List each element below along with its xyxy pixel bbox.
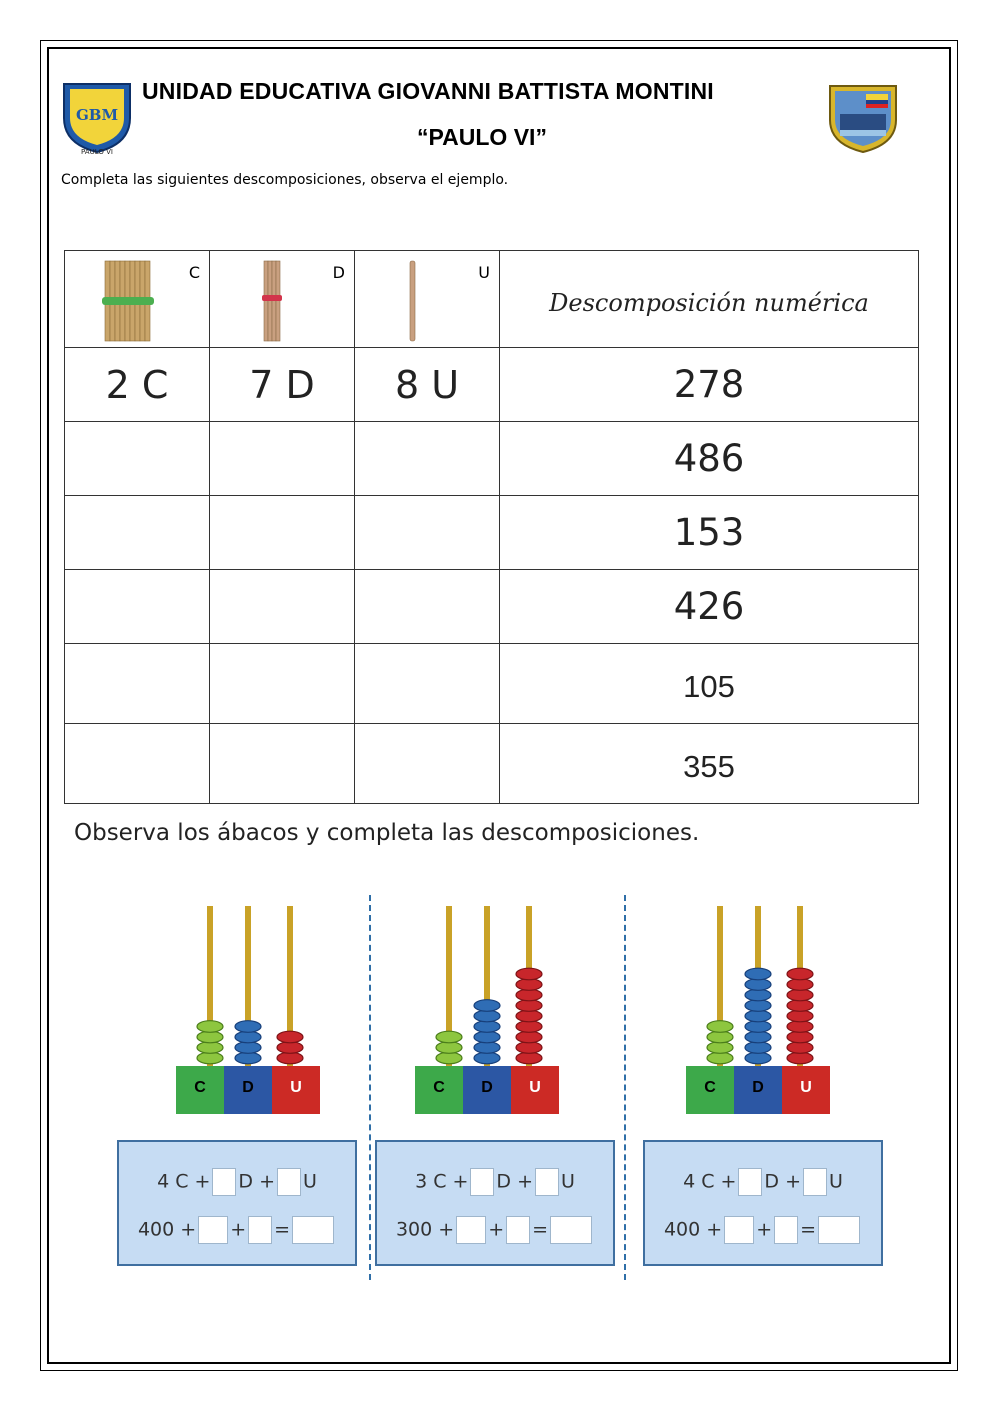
abacus-bead-d bbox=[474, 1021, 500, 1033]
u-blank[interactable] bbox=[277, 1168, 301, 1196]
abacus-bead-u bbox=[277, 1052, 303, 1064]
label-u: U bbox=[800, 1079, 812, 1096]
label-c: C bbox=[194, 1079, 206, 1096]
plus-sign: + bbox=[756, 1218, 773, 1241]
abacus-bead-c bbox=[707, 1031, 733, 1043]
abacus-3 bbox=[682, 900, 842, 1120]
abacus-1 bbox=[172, 900, 332, 1120]
abacus-bead-u bbox=[277, 1042, 303, 1054]
abacus-bead-d bbox=[474, 1052, 500, 1064]
school-subtitle: “PAULO VI” bbox=[417, 124, 547, 150]
abacus-bead-d bbox=[235, 1052, 261, 1064]
answer-d-cell[interactable] bbox=[210, 570, 355, 644]
answer-d-cell[interactable] bbox=[210, 724, 355, 804]
abacus-bead-u bbox=[516, 1052, 542, 1064]
u-blank[interactable] bbox=[803, 1168, 827, 1196]
table-header-row bbox=[65, 251, 919, 348]
c-term: 4 C + bbox=[683, 1170, 737, 1193]
answer-u-cell[interactable] bbox=[355, 496, 500, 570]
dashed-divider bbox=[624, 895, 626, 1280]
table-row-example bbox=[65, 348, 919, 422]
abacus-bead-d bbox=[745, 1031, 771, 1043]
tens-blank[interactable] bbox=[724, 1216, 754, 1244]
label-u: U bbox=[529, 1079, 541, 1096]
u-term: U bbox=[829, 1170, 843, 1193]
label-d: D bbox=[752, 1079, 764, 1096]
example-u-cell: 8 U bbox=[355, 348, 500, 422]
abacus-bead-d bbox=[474, 1042, 500, 1054]
abacus-bead-u bbox=[516, 1000, 542, 1012]
abacus-bead-u bbox=[516, 989, 542, 1001]
d-blank[interactable] bbox=[738, 1168, 762, 1196]
abacus-bead-c bbox=[197, 1042, 223, 1054]
school-name: UNIDAD EDUCATIVA GIOVANNI BATTISTA MONTINI bbox=[142, 78, 714, 104]
abacus-bead-d bbox=[745, 979, 771, 991]
label-c: C bbox=[433, 1079, 445, 1096]
abacus-bead-u bbox=[787, 1052, 813, 1064]
school-logo-right bbox=[826, 78, 900, 156]
logo-letters: GBM bbox=[75, 106, 119, 124]
number-cell: 486 bbox=[500, 422, 919, 496]
answer-panel-3 bbox=[643, 1140, 883, 1266]
answer-u-cell[interactable] bbox=[355, 422, 500, 496]
table-row bbox=[65, 644, 919, 724]
table-row bbox=[65, 422, 919, 496]
abacus-bead-d bbox=[745, 989, 771, 1001]
u-term: U bbox=[561, 1170, 575, 1193]
decomposition-table bbox=[64, 250, 919, 804]
number-cell: 355 bbox=[500, 724, 919, 804]
abacus-bead-u bbox=[787, 1031, 813, 1043]
abacus-bead-u bbox=[516, 1021, 542, 1033]
abacus-bead-d bbox=[745, 1021, 771, 1033]
label-d: D bbox=[481, 1079, 493, 1096]
units-blank[interactable] bbox=[774, 1216, 798, 1244]
abacus-bead-u bbox=[516, 1031, 542, 1043]
abacus-bead-u bbox=[787, 979, 813, 991]
total-blank[interactable] bbox=[818, 1216, 860, 1244]
abacus-bead-u bbox=[516, 1042, 542, 1054]
abacus-bead-d bbox=[745, 968, 771, 980]
plus-sign: + bbox=[230, 1218, 247, 1241]
u-blank[interactable] bbox=[535, 1168, 559, 1196]
abacus-bead-d bbox=[745, 1010, 771, 1022]
units-blank[interactable] bbox=[248, 1216, 272, 1244]
example-number-cell: 278 bbox=[500, 348, 919, 422]
header-cell-descomposicion bbox=[500, 251, 919, 348]
abacus-bead-u bbox=[516, 979, 542, 991]
equals-sign: = bbox=[800, 1218, 817, 1241]
number-cell: 426 bbox=[500, 570, 919, 644]
abacus-bead-d bbox=[235, 1021, 261, 1033]
total-blank[interactable] bbox=[292, 1216, 334, 1244]
abacus-bead-u bbox=[787, 989, 813, 1001]
answer-c-cell[interactable] bbox=[65, 644, 210, 724]
abacus-bead-u bbox=[787, 1010, 813, 1022]
units-blank[interactable] bbox=[506, 1216, 530, 1244]
equals-sign: = bbox=[532, 1218, 549, 1241]
tens-blank[interactable] bbox=[456, 1216, 486, 1244]
u-term: U bbox=[303, 1170, 317, 1193]
header-cell-decenas bbox=[210, 251, 355, 348]
sticks-bundle-ten-icon bbox=[258, 259, 288, 343]
abacus-bead-d bbox=[474, 1000, 500, 1012]
abacus-bead-c bbox=[436, 1052, 462, 1064]
example-c-cell: 2 C bbox=[65, 348, 210, 422]
abacus-bead-d bbox=[474, 1031, 500, 1043]
start-term: 300 + bbox=[395, 1218, 455, 1241]
d-blank[interactable] bbox=[212, 1168, 236, 1196]
abacus-bead-c bbox=[707, 1042, 733, 1054]
equation-line-2 bbox=[377, 1216, 613, 1244]
answer-d-cell[interactable] bbox=[210, 496, 355, 570]
tens-blank[interactable] bbox=[198, 1216, 228, 1244]
answer-c-cell[interactable] bbox=[65, 422, 210, 496]
dashed-divider bbox=[369, 895, 371, 1280]
single-stick-icon bbox=[405, 259, 421, 343]
answer-u-cell[interactable] bbox=[355, 644, 500, 724]
c-term: 4 C + bbox=[157, 1170, 211, 1193]
abacus-bead-d bbox=[745, 1052, 771, 1064]
abacus-bead-c bbox=[436, 1031, 462, 1043]
number-cell: 105 bbox=[500, 644, 919, 724]
answer-u-cell[interactable] bbox=[355, 724, 500, 804]
abacus-bead-c bbox=[707, 1052, 733, 1064]
abacus-bead-c bbox=[436, 1042, 462, 1054]
header-cell-unidades bbox=[355, 251, 500, 348]
table-row bbox=[65, 570, 919, 644]
equation-line-2 bbox=[645, 1216, 881, 1244]
school-logo-left bbox=[60, 78, 134, 156]
table-row bbox=[65, 724, 919, 804]
total-blank[interactable] bbox=[550, 1216, 592, 1244]
header-c-label: C bbox=[188, 263, 200, 282]
abacus-bead-d bbox=[235, 1031, 261, 1043]
abacus-bead-c bbox=[197, 1052, 223, 1064]
start-term: 400 + bbox=[663, 1218, 723, 1241]
answer-d-cell[interactable] bbox=[210, 422, 355, 496]
abacus-bead-d bbox=[474, 1010, 500, 1022]
equation-line-1 bbox=[645, 1168, 881, 1196]
d-blank[interactable] bbox=[470, 1168, 494, 1196]
table-row bbox=[65, 496, 919, 570]
answer-c-cell[interactable] bbox=[65, 570, 210, 644]
abacus-bead-c bbox=[197, 1031, 223, 1043]
answer-u-cell[interactable] bbox=[355, 570, 500, 644]
abacus-2 bbox=[411, 900, 571, 1120]
d-term: D + bbox=[764, 1170, 802, 1193]
abacus-bead-u bbox=[516, 1010, 542, 1022]
c-term: 3 C + bbox=[415, 1170, 469, 1193]
label-d: D bbox=[242, 1079, 254, 1096]
answer-c-cell[interactable] bbox=[65, 496, 210, 570]
d-term: D + bbox=[238, 1170, 276, 1193]
d-term: D + bbox=[496, 1170, 534, 1193]
abacus-bead-u bbox=[787, 1042, 813, 1054]
label-c: C bbox=[704, 1079, 716, 1096]
header-u-label: U bbox=[478, 263, 490, 282]
header-cell-centenas bbox=[65, 251, 210, 348]
abacus-bead-u bbox=[787, 1021, 813, 1033]
equals-sign: = bbox=[274, 1218, 291, 1241]
sticks-bundle-hundred-icon bbox=[99, 259, 159, 343]
abacus-bead-u bbox=[787, 968, 813, 980]
equation-line-2 bbox=[119, 1216, 355, 1244]
header-d-label: D bbox=[332, 263, 345, 282]
abacus-bead-u bbox=[787, 1000, 813, 1012]
instruction-text: Completa las siguientes descomposiciones, observa el ejemplo. bbox=[61, 172, 509, 188]
abacus-bead-d bbox=[235, 1042, 261, 1054]
answer-c-cell[interactable] bbox=[65, 724, 210, 804]
abacus-bead-d bbox=[745, 1042, 771, 1054]
abacus-bead-c bbox=[197, 1021, 223, 1033]
abacus-section-title: Observa los ábacos y completa las descomposiciones. bbox=[74, 820, 700, 846]
example-d-cell: 7 D bbox=[210, 348, 355, 422]
answer-panel-2 bbox=[375, 1140, 615, 1266]
answer-panel-1 bbox=[117, 1140, 357, 1266]
equation-line-1 bbox=[119, 1168, 355, 1196]
number-cell: 153 bbox=[500, 496, 919, 570]
descomposicion-title: Descomposición numérica bbox=[549, 289, 869, 317]
abacus-bead-u bbox=[516, 968, 542, 980]
label-u: U bbox=[290, 1079, 302, 1096]
abacus-bead-c bbox=[707, 1021, 733, 1033]
plus-sign: + bbox=[488, 1218, 505, 1241]
answer-d-cell[interactable] bbox=[210, 644, 355, 724]
abacus-bead-u bbox=[277, 1031, 303, 1043]
equation-line-1 bbox=[377, 1168, 613, 1196]
start-term: 400 + bbox=[137, 1218, 197, 1241]
logo-caption: PAULO VI bbox=[81, 148, 113, 156]
abacus-bead-d bbox=[745, 1000, 771, 1012]
